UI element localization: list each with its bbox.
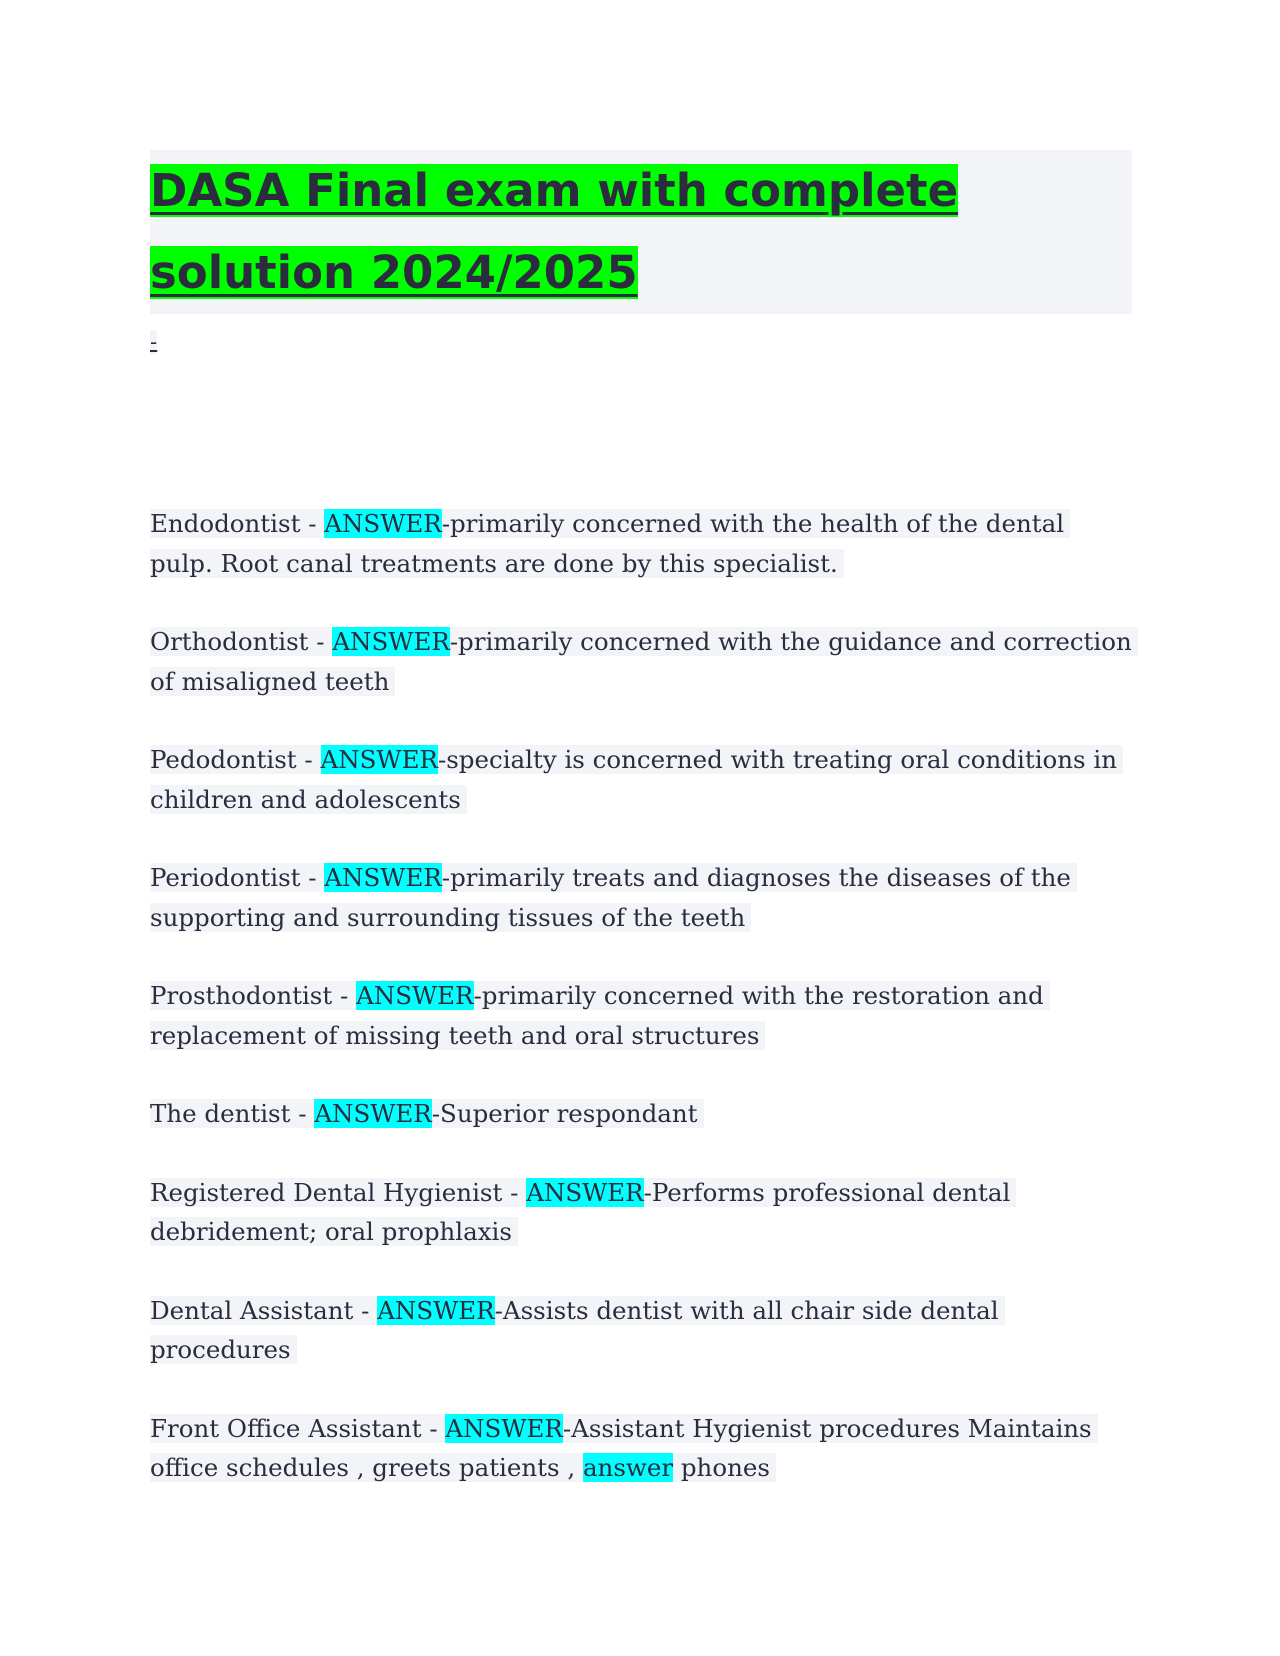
answer-highlight: ANSWER [445, 1413, 563, 1443]
qa-entry-text [150, 981, 1050, 1050]
answer-highlight: ANSWER [377, 1295, 495, 1325]
qa-entry-text [150, 1178, 1016, 1247]
answer-highlight: ANSWER [324, 509, 442, 538]
document-page [150, 150, 1132, 1527]
qa-term: Pedodontist [150, 745, 297, 774]
answer-highlight: ANSWER [356, 981, 474, 1010]
answer-highlight: ANSWER [332, 627, 450, 656]
qa-definition: -specialty is concerned with treating oral conditions in children and adolescents [150, 745, 1118, 814]
qa-entry [150, 504, 1132, 583]
qa-entry [150, 976, 1132, 1055]
qa-term: Registered Dental Hygienist [150, 1177, 503, 1207]
qa-separator: - [300, 509, 325, 538]
qa-definition: -Superior respondant [431, 1099, 698, 1128]
qa-entry [150, 622, 1132, 701]
qa-entry-text [150, 863, 1077, 932]
qa-term: Prosthodontist [150, 981, 333, 1010]
qa-entry [150, 1173, 1132, 1252]
qa-term: Dental Assistant [150, 1295, 354, 1325]
qa-separator: - [290, 1099, 315, 1128]
answer-highlight: ANSWER [320, 745, 438, 774]
qa-entry [150, 1291, 1132, 1370]
qa-term: Orthodontist [150, 627, 309, 656]
qa-separator: - [502, 1177, 527, 1207]
qa-separator: - [332, 981, 357, 1010]
qa-separator: - [421, 1413, 446, 1443]
qa-entry-text [150, 745, 1123, 814]
qa-entry [150, 740, 1132, 819]
qa-entry [150, 1094, 1132, 1134]
qa-entry-text [150, 1099, 704, 1128]
qa-entry-text [150, 1414, 1098, 1483]
qa-entry-text [150, 1296, 1005, 1365]
qa-separator: - [308, 627, 333, 656]
qa-term: Front Office Assistant [150, 1413, 422, 1443]
answer-highlight: ANSWER [526, 1177, 644, 1207]
qa-separator: - [353, 1295, 378, 1325]
qa-list [150, 504, 1132, 1488]
qa-entry [150, 1409, 1132, 1488]
qa-entry-text [150, 627, 1138, 696]
qa-separator: - [300, 863, 325, 892]
qa-definition: -primarily treats and diagnoses the diseases of the supporting and surrounding tissues of the teeth [150, 863, 1071, 932]
qa-entry-text [150, 509, 1070, 578]
qa-separator: - [296, 745, 321, 774]
qa-term: The dentist [150, 1099, 291, 1128]
qa-definition: -Assistant Hygienist procedures Maintains office schedules , greets patients , [150, 1413, 1092, 1482]
qa-term: Endodontist [150, 509, 301, 538]
answer-highlight: ANSWER [314, 1099, 432, 1128]
separator-dash: - [150, 330, 158, 354]
qa-definition: -Assists dentist with all chair side dental procedures [150, 1295, 999, 1364]
qa-term: Periodontist [150, 863, 301, 892]
answer-highlight: ANSWER [324, 863, 442, 892]
answer-highlight-inline: answer [582, 1453, 674, 1482]
qa-entry [150, 858, 1132, 937]
qa-definition: -primarily concerned with the guidance and correction of misaligned teeth [150, 627, 1132, 696]
qa-definition: -primarily concerned with the restoration and replacement of missing teeth and oral structures [150, 981, 1044, 1050]
qa-definition: -Performs professional dental debridement; oral prophlaxis [150, 1177, 1011, 1246]
document-title: DASA Final exam with complete solution 2024/2025 [150, 150, 1132, 314]
qa-definition-tail: phones [673, 1453, 770, 1482]
qa-definition: -primarily concerned with the health of the dental pulp. Root canal treatments are done by this specialist. [150, 509, 1065, 578]
